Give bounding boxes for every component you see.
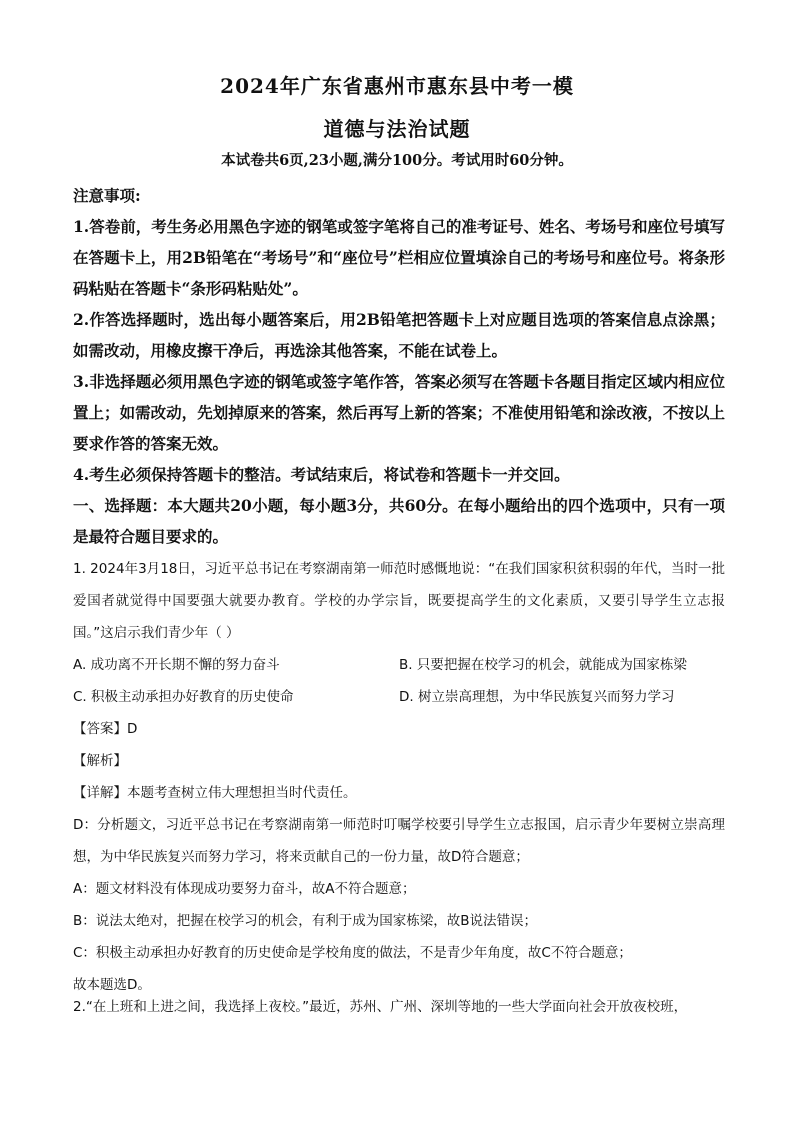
explain-b: B：说法太绝对，把握在校学习的机会，有利于成为国家栋梁，故B说法错误； [73, 913, 538, 929]
notes-item-1: 1.答卷前，考生务必用黑色字迹的钢笔或签字笔将自己的准考证号、姓名、考场号和座位号填写在答题卡上，用2B铅笔在“考场号”和“座位号”栏相应位置填涂自己的考场号和座位号。将条形码粘贴在答题卡“条形码粘贴处”。 [73, 217, 725, 298]
exam-subject: 道德与法治试题 [323, 117, 471, 141]
question-1 [73, 553, 725, 1001]
section-heading: 一、选择题：本大题共20小题，每小题3分，共60分。在每小题给出的四个选项中，只有一项是最符合题目要求的。 [73, 496, 725, 546]
analysis-label: 【解析】 [73, 753, 127, 769]
detail-text: 【详解】本题考查树立伟大理想担当时代责任。 [73, 785, 357, 801]
notes-heading: 注意事项: [73, 186, 141, 205]
explain-a: A：题文材料没有体现成功要努力奋斗，故A不符合题意； [73, 881, 416, 897]
option-a: A. 成功离不开长期不懈的努力奋斗 [73, 657, 280, 673]
conclusion: 故本题选D。 [73, 977, 151, 993]
question-1-stem: 1. 2024年3月18日，习近平总书记在考察湖南第一师范时感慨地说：“在我们国家积贫积弱的年代，当时一批爱国者就觉得中国要强大就要办教育。学校的办学宗旨，既要提高学生的文化素质，又要引导学生立志报国。”这启示我们青少年（ ） [73, 561, 725, 641]
exam-title: 2024年广东省惠州市惠东县中考一模 [220, 74, 574, 98]
option-c: C. 积极主动承担办好教育的历史使命 [73, 689, 294, 705]
question-2-stem: 2.“在上班和上进之间，我选择上夜校。”最近，苏州、广州、深圳等地的一些大学面向社会开放夜校班， [73, 999, 688, 1015]
exam-info: 本试卷共6页,23小题,满分100分。考试用时60分钟。 [221, 152, 573, 169]
question-1-options [73, 649, 725, 713]
notes-item-2: 2.作答选择题时，选出每小题答案后，用2B铅笔把答题卡上对应题目选项的答案信息点涂黑；如需改动，用橡皮擦干净后，再选涂其他答案，不能在试卷上。 [73, 310, 725, 360]
notes-item-3: 3.非选择题必须用黑色字迹的钢笔或签字笔作答，答案必须写在答题卡各题目指定区域内相应位置上；如需改动，先划掉原来的答案，然后再写上新的答案；不准使用铅笔和涂改液，不按以上要求作答的答案无效。 [73, 372, 725, 453]
option-d: D. 树立崇高理想，为中华民族复兴而努力学习 [399, 689, 675, 705]
explain-d: D：分析题文，习近平总书记在考察湖南第一师范时叮嘱学校要引导学生立志报国，启示青少年要树立崇高理想，为中华民族复兴而努力学习，将来贡献自己的一份力量，故D符合题意； [73, 817, 725, 865]
notes-section [73, 180, 725, 490]
option-b: B. 只要把握在校学习的机会，就能成为国家栋梁 [399, 657, 687, 673]
notes-item-4: 4.考生必须保持答题卡的整洁。考试结束后，将试卷和答题卡一并交回。 [73, 465, 570, 484]
answer-label: 【答案】D [73, 721, 138, 737]
explain-c: C：积极主动承担办好教育的历史使命是学校角度的做法，不是青少年角度，故C不符合题意； [73, 945, 632, 961]
